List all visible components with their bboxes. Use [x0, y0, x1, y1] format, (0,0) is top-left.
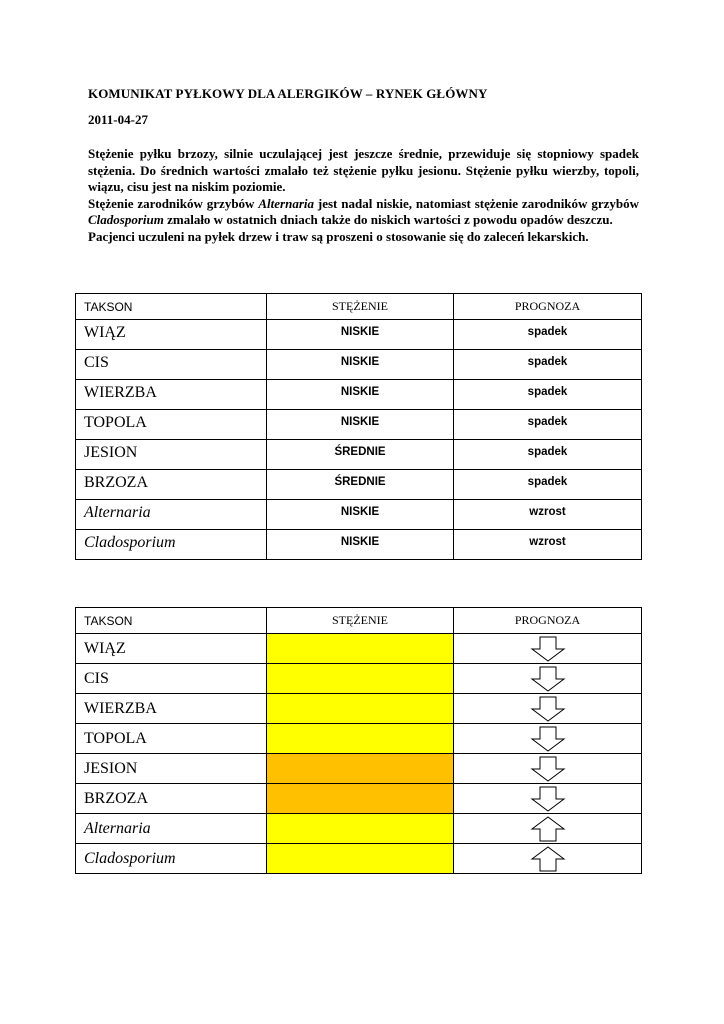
table-row	[76, 844, 642, 874]
table-row	[76, 380, 642, 410]
table-row	[76, 634, 642, 664]
concentration-swatch	[267, 754, 454, 784]
concentration-swatch	[267, 784, 454, 814]
taxon-cell: Alternaria	[76, 500, 267, 530]
forecast-cell	[454, 664, 642, 694]
paragraph-patients: Pacjenci uczuleni na pyłek drzew i traw są proszeni o stosowanie się do zaleceń lekarskich.	[88, 228, 589, 244]
forecast-cell: spadek	[454, 350, 642, 380]
arrow-down-icon	[454, 695, 641, 723]
document-title: KOMUNIKAT PYŁKOWY DLA ALERGIKÓW – RYNEK GŁÓWNY	[88, 86, 488, 101]
taxon-cell: CIS	[76, 350, 267, 380]
taxon-cell: JESION	[76, 440, 267, 470]
taxon-cell: WIĄZ	[76, 634, 267, 664]
table-row	[76, 754, 642, 784]
forecast-cell: spadek	[454, 380, 642, 410]
concentration-cell: NISKIE	[267, 410, 454, 440]
taxon-cell: WIERZBA	[76, 380, 267, 410]
document-date: 2011-04-27	[88, 112, 148, 127]
arrow-up-icon	[454, 845, 641, 873]
header-taxon: TAKSON	[76, 608, 267, 634]
taxon-cell: TOPOLA	[76, 410, 267, 440]
taxon-cell: Cladosporium	[76, 530, 267, 560]
table-row	[76, 530, 642, 560]
concentration-swatch	[267, 814, 454, 844]
table-row	[76, 440, 642, 470]
forecast-cell	[454, 754, 642, 784]
taxon-cell: BRZOZA	[76, 470, 267, 500]
fungi-name-alternaria: Alternaria	[258, 195, 314, 211]
taxon-cell: JESION	[76, 754, 267, 784]
header-taxon: TAKSON	[76, 294, 267, 320]
taxon-cell: TOPOLA	[76, 724, 267, 754]
concentration-cell: ŚREDNIE	[267, 470, 454, 500]
arrow-down-icon	[454, 785, 641, 813]
table-row	[76, 410, 642, 440]
concentration-swatch	[267, 664, 454, 694]
concentration-swatch	[267, 844, 454, 874]
table-row	[76, 784, 642, 814]
forecast-cell	[454, 844, 642, 874]
taxon-cell: WIĄZ	[76, 320, 267, 350]
fungi-text-1: Stężenie zarodników grzybów	[88, 195, 259, 211]
forecast-cell	[454, 634, 642, 664]
forecast-cell: spadek	[454, 410, 642, 440]
arrow-down-icon	[454, 665, 641, 693]
header-concentration: STĘŻENIE	[267, 608, 454, 634]
arrow-down-icon	[454, 755, 641, 783]
paragraph-birch: Stężenie pyłku brzozy, silnie uczulającej jest jeszcze średnie, przewiduje się stopniowy spadek stężenia. Do średnich wartości zmalało też stężenie pyłku jesionu. Stężenie pyłku wierzby, topoli, wiązu, cisu jest na niskim poziomie.	[88, 146, 639, 195]
table-row	[76, 814, 642, 844]
concentration-cell: NISKIE	[267, 350, 454, 380]
forecast-cell: wzrost	[454, 500, 642, 530]
arrow-up-icon	[454, 815, 641, 843]
concentration-cell: NISKIE	[267, 500, 454, 530]
table-row	[76, 724, 642, 754]
forecast-cell	[454, 724, 642, 754]
forecast-cell: wzrost	[454, 530, 642, 560]
concentration-swatch	[267, 724, 454, 754]
fungi-text-2: jest nadal niskie, natomiast stężenie zarodników grzybów	[313, 195, 639, 211]
table-row	[76, 320, 642, 350]
concentration-swatch	[267, 634, 454, 664]
color-legend-table	[75, 607, 642, 874]
taxon-cell: BRZOZA	[76, 784, 267, 814]
arrow-down-icon	[454, 635, 641, 663]
header-forecast: PROGNOZA	[454, 294, 642, 320]
forecast-cell	[454, 814, 642, 844]
fungi-name-cladosporium: Cladosporium	[88, 212, 164, 228]
arrow-down-icon	[454, 725, 641, 753]
forecast-cell: spadek	[454, 440, 642, 470]
concentration-cell: ŚREDNIE	[267, 440, 454, 470]
concentration-table	[75, 293, 642, 560]
table-header-row	[76, 608, 642, 634]
table-row	[76, 664, 642, 694]
table-row	[76, 694, 642, 724]
taxon-cell: CIS	[76, 664, 267, 694]
forecast-cell	[454, 694, 642, 724]
concentration-swatch	[267, 694, 454, 724]
concentration-cell: NISKIE	[267, 380, 454, 410]
fungi-text-3: zmalało w ostatnich dniach także do niskich wartości z powodu opadów deszczu.	[163, 212, 613, 228]
table-header-row	[76, 294, 642, 320]
forecast-cell: spadek	[454, 470, 642, 500]
table-row	[76, 350, 642, 380]
table-row	[76, 470, 642, 500]
table-row	[76, 500, 642, 530]
taxon-cell: WIERZBA	[76, 694, 267, 724]
header-forecast: PROGNOZA	[454, 608, 642, 634]
paragraph-fungi	[88, 196, 639, 229]
forecast-cell: spadek	[454, 320, 642, 350]
report-text	[88, 146, 639, 246]
taxon-cell: Cladosporium	[76, 844, 267, 874]
concentration-cell: NISKIE	[267, 320, 454, 350]
concentration-cell: NISKIE	[267, 530, 454, 560]
taxon-cell: Alternaria	[76, 814, 267, 844]
header-concentration: STĘŻENIE	[267, 294, 454, 320]
forecast-cell	[454, 784, 642, 814]
